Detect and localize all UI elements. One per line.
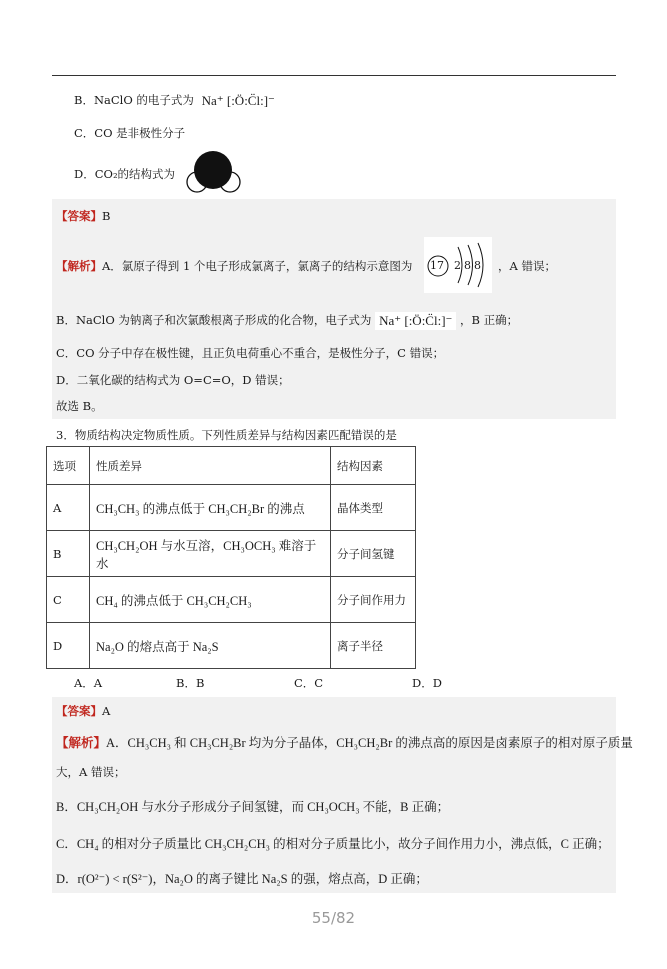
answer-3	[56, 703, 110, 719]
table-header-cell: 性质差异	[90, 447, 331, 485]
table-cell: CH₃CH₂OH 与水互溶，CH₃OCH₃ 难溶于水	[90, 531, 331, 577]
table-cell: C	[47, 577, 90, 623]
option-d	[74, 166, 175, 182]
explain-1-a-text: A．氯原子得到 1 个电子形成氯离子，氯离子的结构示意图为	[102, 259, 413, 273]
co2-model-image	[180, 148, 246, 196]
option-b	[74, 92, 275, 109]
option-b-label: B．NaClO 的电子式为	[74, 93, 194, 107]
explain-1-a	[56, 258, 412, 274]
question-3-table	[46, 446, 416, 669]
option-c: C．CO 是非极性分子	[74, 126, 186, 140]
explain-3-c: C．CH₄ 的相对分子质量比 CH₃CH₂CH₃ 的相对分子质量比小，故分子间作用力小，沸点低，C 正确；	[56, 837, 610, 851]
option-b-formula: Na⁺ [:Ö:C̈l:]⁻	[201, 93, 275, 108]
explain-3-a	[56, 733, 633, 751]
table-row	[47, 577, 416, 623]
table-header-row	[47, 447, 416, 485]
explain-1-b-formula: Na⁺ [:Ö:C̈l:]⁻	[375, 312, 456, 330]
answer-3-value: A	[102, 704, 111, 718]
table-cell: 分子间氢键	[331, 531, 416, 577]
explain-1-b-text: B．NaClO 为钠离子和次氯酸根离子形成的化合物，电子式为	[56, 313, 372, 327]
choice-d: D．D	[412, 676, 442, 690]
choice-a: A．A	[74, 676, 103, 690]
explain-1-a-end: ，A 错误；	[498, 259, 556, 273]
table-cell: B	[47, 531, 90, 577]
shell-3-count: 8	[474, 259, 481, 272]
shell-1-count: 2	[454, 259, 461, 272]
shell-2-count: 8	[464, 259, 471, 272]
table-header-cell: 结构因素	[331, 447, 416, 485]
table-cell: Na₂O 的熔点高于 Na₂S	[90, 623, 331, 669]
table-cell: 晶体类型	[331, 485, 416, 531]
answer-1-tag: 【答案】	[56, 209, 102, 223]
table-cell: D	[47, 623, 90, 669]
answer-1-value: B	[102, 209, 111, 223]
choice-b: B．B	[176, 676, 205, 690]
explain-1-d: D．二氧化碳的结构式为 O=C=O，D 错误；	[56, 373, 290, 387]
explanation-block-3	[52, 697, 616, 893]
explain-3-b: B．CH₃CH₂OH 与水分子形成分子间氢键，而 CH₃OCH₃ 不能，B 正确；	[56, 800, 450, 814]
table-row	[47, 485, 416, 531]
explain-3-a-line2: 大，A 错误；	[56, 765, 126, 779]
explain-1-tag: 【解析】	[56, 259, 102, 273]
option-d-label: D．CO₂的结构式为	[74, 167, 176, 181]
explain-3-a-line1: A．CH₃CH₃ 和 CH₃CH₂Br 均为分子晶体，CH₃CH₂Br 的沸点高的原因是卤素原子的相对原子质量	[106, 736, 633, 750]
table-row	[47, 531, 416, 577]
table-header-cell: 选项	[47, 447, 90, 485]
table-cell: 分子间作用力	[331, 577, 416, 623]
explain-3-d: D．r(O²⁻) < r(S²⁻)，Na₂O 的离子键比 Na₂S 的强，熔点高，D 正确；	[56, 872, 428, 886]
page-indicator: 55/82	[311, 909, 356, 927]
explain-1-conclusion: 故选 B。	[56, 399, 103, 413]
table-row	[47, 623, 416, 669]
answer-3-tag: 【答案】	[56, 704, 102, 718]
table-cell: CH₄ 的沸点低于 CH₃CH₂CH₃	[90, 577, 331, 623]
explain-1-c: C．CO 分子中存在极性键，且正负电荷重心不重合，是极性分子，C 错误；	[56, 346, 445, 360]
nucleus-charge: 17	[430, 259, 444, 272]
explain-1-b-end: ，B 正确；	[460, 313, 519, 327]
table-cell: 离子半径	[331, 623, 416, 669]
question-3-stem: 3．物质结构决定物质性质。下列性质差异与结构因素匹配错误的是	[56, 428, 397, 442]
table-cell: A	[47, 485, 90, 531]
choice-c: C．C	[294, 676, 324, 690]
chloride-structure-diagram	[424, 237, 492, 293]
explain-3-tag: 【解析】	[56, 736, 107, 750]
header-rule	[52, 75, 616, 76]
table-cell: CH₃CH₃ 的沸点低于 CH₃CH₂Br 的沸点	[90, 485, 331, 531]
explain-1-b	[56, 312, 518, 330]
answer-1	[56, 208, 110, 224]
